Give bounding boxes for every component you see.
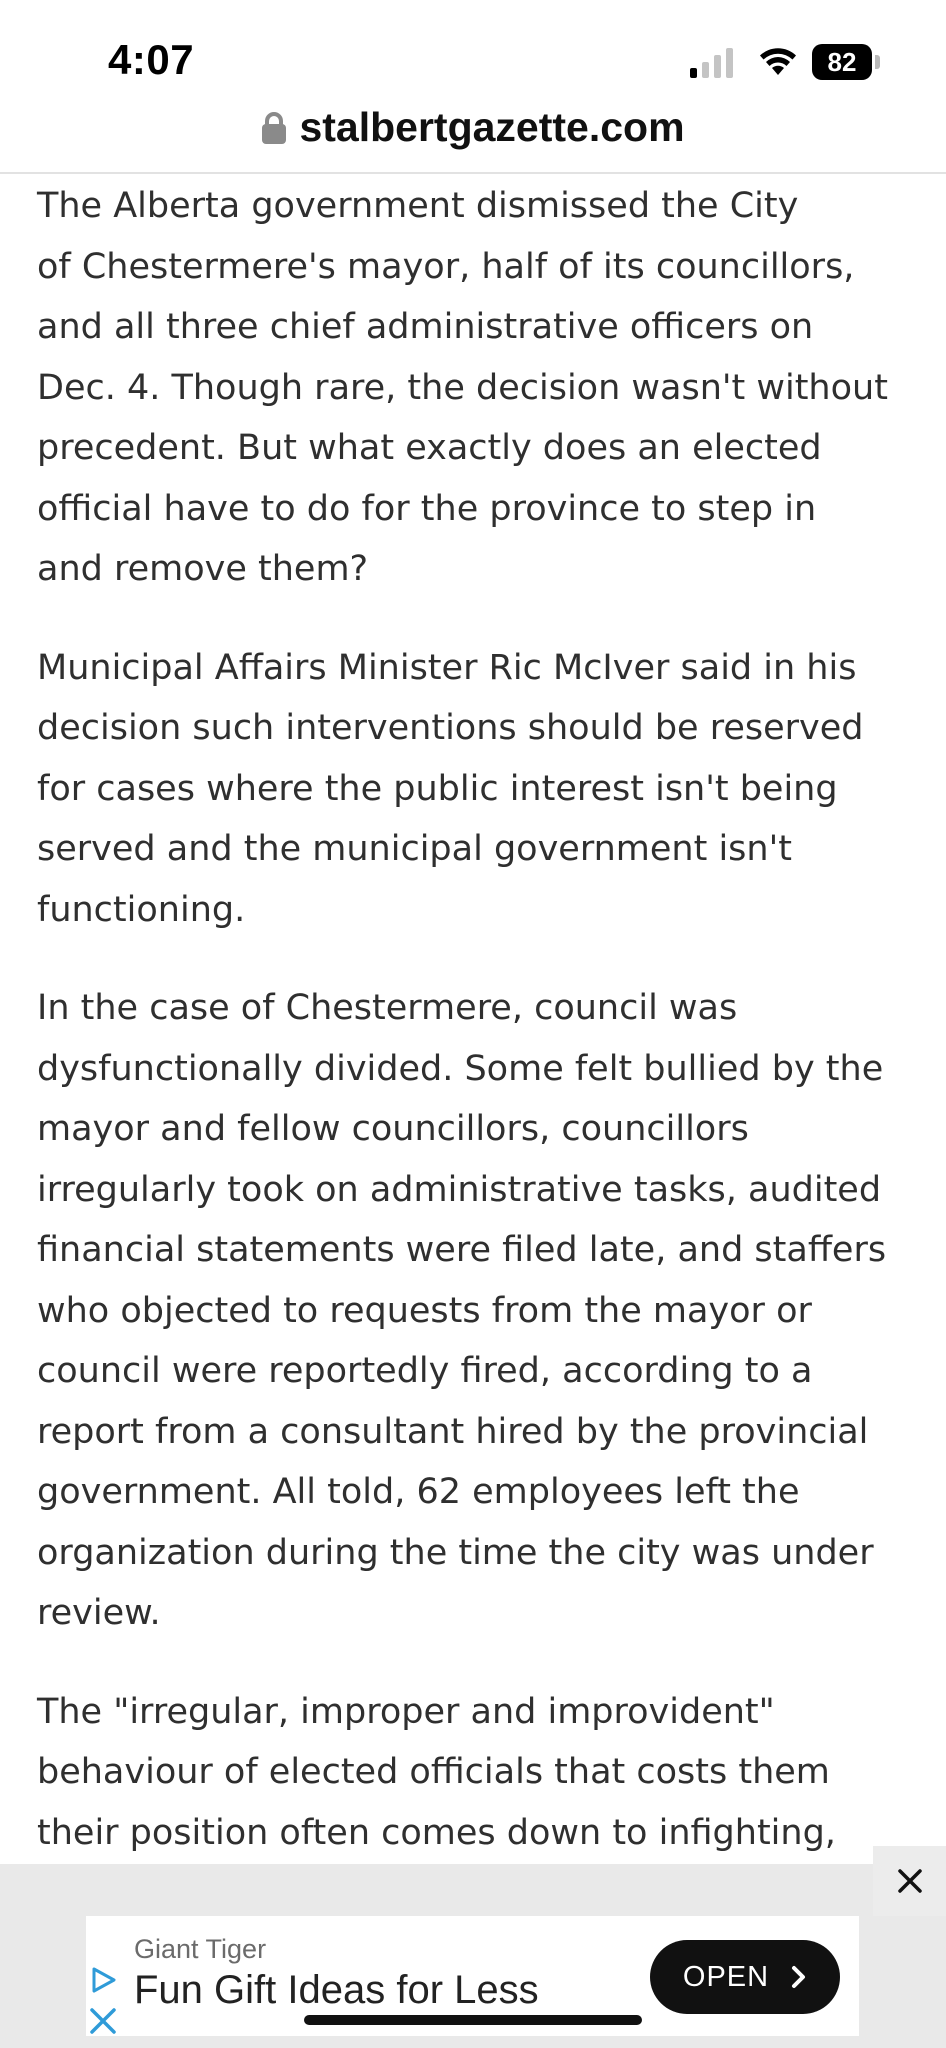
toolbar-divider [0, 172, 946, 174]
article-paragraph: The Alberta government dismissed the City of Chestermere's mayor, half of its councillors, and all three chief administrative officers on Dec. 4. Though rare, the decision wasn't without precedent. But what exactly does an elected official have to do for the province to step in and remove them? [37, 186, 888, 589]
ad-open-label: OPEN [682, 1960, 770, 1993]
wifi-icon [758, 45, 798, 77]
adchoices-icon[interactable] [88, 1966, 120, 1994]
battery-icon [812, 44, 882, 80]
lock-icon [261, 111, 287, 145]
ad-close-button[interactable] [873, 1846, 946, 1916]
status-time: 4:07 [108, 36, 195, 83]
chevron-right-icon [791, 1965, 807, 1989]
ad-brand: Giant Tiger [134, 1934, 267, 1964]
url-text: stalbertgazette.com [299, 104, 685, 150]
address-bar[interactable] [0, 98, 946, 172]
article-paragraph: Municipal Affairs Minister Ric McIver said in his decision such interventions should be reserved for cases where the public interest isn't being served and the municipal government isn't functioning. [37, 647, 864, 930]
home-indicator[interactable] [304, 2015, 642, 2025]
article-paragraph: The "irregular, improper and improvident" behaviour of elected officials that costs them their position often comes down to infighting, [37, 1691, 836, 1853]
article-body [37, 176, 917, 1864]
close-icon [896, 1867, 924, 1895]
cellular-signal-icon [690, 48, 734, 78]
ad-headline[interactable]: Fun Gift Ideas for Less [134, 1968, 539, 2012]
status-bar [0, 0, 946, 110]
ad-dismiss-icon[interactable] [88, 2006, 118, 2036]
article-paragraph: In the case of Chestermere, council was dysfunctionally divided. Some felt bullied by the mayor and fellow councillors, councillors irregularly took on administrative tasks, audited financial statements were filed late, and staffers who objected to requests from the mayor or council were reportedly fired, according to a report from a consultant hired by the provincial government. All told, 62 employees left the organization during the time the city was under review. [37, 988, 887, 1633]
ad-open-button[interactable] [650, 1940, 840, 2014]
battery-level: 82 [812, 44, 872, 80]
